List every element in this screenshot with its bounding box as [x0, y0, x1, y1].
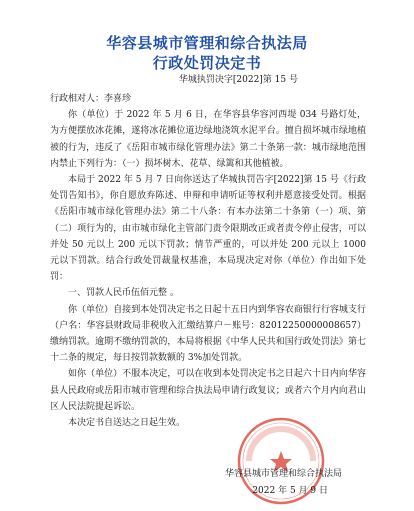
document-title-org: 华容县城市管理和综合执法局 [106, 34, 308, 52]
document-title: 行政处罚决定书 [152, 54, 262, 72]
paragraph-effective: 本决定书自送达之日起生效。 [68, 418, 186, 429]
penalty-item: 一、罚款人民币伍佰元整 。 [68, 288, 179, 299]
document-number: 华城执罚决字[2022]第 15 号 [178, 75, 298, 85]
signature-date: 2022 年 5 月 9 日 [252, 486, 328, 496]
signature-org: 华容县城市管理和综合执法局 [224, 469, 342, 479]
paragraph-basis: 本局于 2022 年 5 月 7 日向你送达了华城执罚告字[2022]第 15 号《行政处罚告知书》，你自愿放弃陈述、申辩和申请听证等权利并愿意接受处罚。根据《岳阳市城市绿化管理办法》第二十八条：有本办法第二十条第（一）项、第（二）项行为的，由市城市绿化主管部门责令限期改正或者责令停止侵害，可以并处 50 元以上 200 元以下罚款；情节严重的，可以并处 200 元以上 1000 元以下罚款。结合行政处罚裁量权基准，本局现决定对你（单位）作出如下处罚： [50, 175, 366, 283]
paragraph-payment: 你（单位）自接到本处罚决定书之日起十五日内到华容农商银行行容城支行（户名：华容县财政局非税收入汇缴结算户－账号：82012250000008657）缴纳罚款。逾期不缴纳罚款的，本局将根据《中华人民共和国行政处罚法》第七十二条的规定，每日按罚款数额的 3%加处罚款。 [50, 304, 366, 364]
paragraph-appeal: 如你（单位）不服本决定，可以在收到本处罚决定书之日起六十日内向华容县人民政府或岳阳市城市管理和综合执法局申请行政复议；或者六个月内向君山区人民法院提起诉讼。 [50, 369, 366, 412]
party-line: 行政相对人：李喜珍 [50, 94, 132, 104]
paragraph-facts: 你（单位）于 2022 年 5 月 6 日，在华容县华容河西堤 034 号路灯处，为方便摆放冰花摊，遂将冰花摊位道边绿地浇筑水泥平台。擅自损坏城市绿地植被的行为，违反了《岳阳市城市绿化管理办法》第二十条第一款：城市绿地范围内禁止下列行为：（一）损坏树木、花草、绿篱和其他植被。 [50, 110, 366, 169]
document-body [50, 91, 366, 431]
